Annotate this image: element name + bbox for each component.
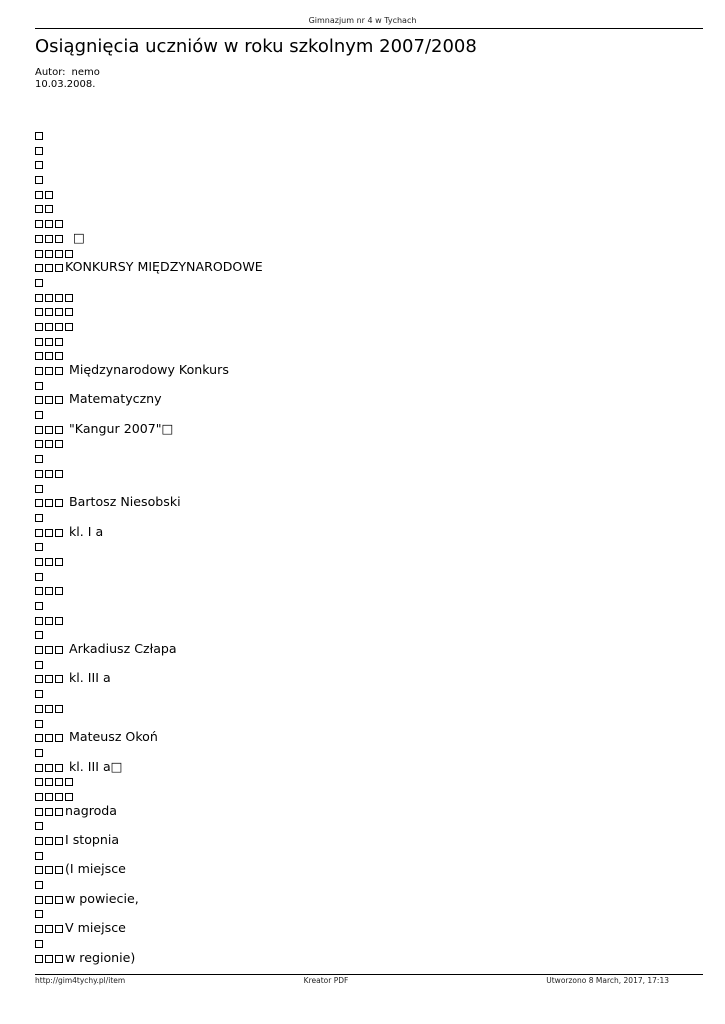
missing-glyph-box-icon [35, 837, 43, 845]
missing-glyph-box-icon [55, 764, 63, 772]
missing-glyph-box-icon [35, 440, 43, 448]
body-line [35, 539, 263, 554]
missing-glyph-box-icon [45, 264, 53, 272]
body-line [35, 686, 263, 701]
missing-glyph-box-icon [55, 675, 63, 683]
missing-glyph-box-icon [35, 367, 43, 375]
document-title: Osiągnięcia uczniów w roku szkolnym 2007/2008 [35, 36, 477, 57]
missing-glyph-box-icon [45, 705, 53, 713]
missing-glyph-box-icon [35, 294, 43, 302]
body-line [35, 789, 263, 804]
missing-glyph-box-icon [55, 705, 63, 713]
missing-glyph-box-icon [65, 793, 73, 801]
missing-glyph-box-icon [45, 778, 53, 786]
body-line [35, 363, 263, 378]
missing-glyph-box-icon [45, 426, 53, 434]
body-line [35, 774, 263, 789]
body-line [35, 804, 263, 819]
missing-glyph-box-icon [35, 690, 43, 698]
body-line [35, 627, 263, 642]
missing-glyph-box-icon [55, 220, 63, 228]
missing-glyph-box-icon [55, 499, 63, 507]
missing-glyph-box-icon [45, 587, 53, 595]
footer-created: Utworzono 8 March, 2017, 17:13 [546, 976, 669, 985]
missing-glyph-box-icon [55, 529, 63, 537]
body-line [35, 172, 263, 187]
body-line [35, 378, 263, 393]
missing-glyph-box-icon [35, 205, 43, 213]
body-line [35, 936, 263, 951]
body-line [35, 466, 263, 481]
missing-glyph-box-icon [45, 367, 53, 375]
missing-glyph-box-icon [55, 264, 63, 272]
missing-glyph-box-icon [35, 896, 43, 904]
missing-glyph-box-icon [65, 778, 73, 786]
body-line-text: V miejsce [65, 920, 126, 936]
body-line-text: w regionie) [65, 949, 136, 965]
body-line [35, 128, 263, 143]
missing-glyph-box-icon [45, 220, 53, 228]
missing-glyph-box-icon [35, 734, 43, 742]
missing-glyph-box-icon [45, 250, 53, 258]
missing-glyph-box-icon [35, 220, 43, 228]
missing-glyph-box-icon [65, 308, 73, 316]
missing-glyph-box-icon [45, 499, 53, 507]
body-line [35, 525, 263, 540]
missing-glyph-box-icon [35, 808, 43, 816]
missing-glyph-box-icon [35, 250, 43, 258]
missing-glyph-box-icon [35, 470, 43, 478]
body-line [35, 392, 263, 407]
missing-glyph-box-icon [35, 602, 43, 610]
missing-glyph-box-icon [35, 191, 43, 199]
missing-glyph-box-icon [35, 617, 43, 625]
body-line [35, 671, 263, 686]
missing-glyph-box-icon [45, 308, 53, 316]
missing-glyph-box-icon [35, 778, 43, 786]
author-row [35, 67, 100, 79]
missing-glyph-box-icon [45, 837, 53, 845]
body-line [35, 451, 263, 466]
missing-glyph-box-icon [45, 440, 53, 448]
missing-glyph-box-icon [35, 411, 43, 419]
body-line [35, 745, 263, 760]
body-line-text: KONKURSY MIĘDZYNARODOWE [65, 259, 263, 275]
body-line [35, 833, 263, 848]
missing-glyph-box-icon [35, 852, 43, 860]
body-line [35, 598, 263, 613]
missing-glyph-box-icon [35, 955, 43, 963]
body-line [35, 407, 263, 422]
body-line [35, 481, 263, 496]
missing-glyph-box-icon [35, 176, 43, 184]
author-label: Autor: [35, 67, 66, 78]
missing-glyph-box-icon [45, 808, 53, 816]
body-line [35, 231, 263, 246]
missing-glyph-box-icon [35, 558, 43, 566]
body-line-text: kl. III a□ [65, 758, 123, 774]
missing-glyph-box-icon [35, 646, 43, 654]
document-meta [35, 67, 100, 91]
body-line-text: "Kangur 2007"□ [65, 420, 174, 436]
missing-glyph-box-icon [55, 426, 63, 434]
missing-glyph-box-icon [55, 308, 63, 316]
author-name: nemo [71, 67, 100, 78]
missing-glyph-box-icon [45, 352, 53, 360]
body-line [35, 906, 263, 921]
body-line [35, 613, 263, 628]
body-line [35, 951, 263, 966]
missing-glyph-box-icon [55, 294, 63, 302]
missing-glyph-box-icon [35, 793, 43, 801]
missing-glyph-box-icon [45, 191, 53, 199]
body-line [35, 848, 263, 863]
body-line-text: Arkadiusz Człapa [65, 641, 177, 657]
missing-glyph-box-icon [35, 514, 43, 522]
missing-glyph-box-icon [35, 910, 43, 918]
missing-glyph-box-icon [35, 822, 43, 830]
missing-glyph-box-icon [35, 455, 43, 463]
missing-glyph-box-icon [35, 235, 43, 243]
body-line-text: □ [65, 229, 85, 245]
missing-glyph-box-icon [35, 866, 43, 874]
missing-glyph-box-icon [55, 323, 63, 331]
body-line [35, 422, 263, 437]
missing-glyph-box-icon [45, 470, 53, 478]
missing-glyph-box-icon [55, 778, 63, 786]
missing-glyph-box-icon [45, 646, 53, 654]
missing-glyph-box-icon [35, 529, 43, 537]
missing-glyph-box-icon [55, 837, 63, 845]
body-line-text: Matematyczny [65, 391, 162, 407]
missing-glyph-box-icon [45, 866, 53, 874]
missing-glyph-box-icon [35, 573, 43, 581]
missing-glyph-box-icon [45, 558, 53, 566]
footer-generator: Kreator PDF [303, 976, 349, 985]
missing-glyph-box-icon [35, 587, 43, 595]
body-line-text: Międzynarodowy Konkurs [65, 362, 229, 377]
missing-glyph-box-icon [65, 323, 73, 331]
missing-glyph-box-icon [35, 279, 43, 287]
missing-glyph-box-icon [55, 925, 63, 933]
missing-glyph-box-icon [45, 294, 53, 302]
missing-glyph-box-icon [65, 250, 73, 258]
body-line [35, 319, 263, 334]
missing-glyph-box-icon [35, 323, 43, 331]
missing-glyph-box-icon [55, 440, 63, 448]
missing-glyph-box-icon [35, 631, 43, 639]
body-line [35, 495, 263, 510]
missing-glyph-box-icon [55, 250, 63, 258]
body-line-text: kl. I a [65, 523, 104, 539]
missing-glyph-box-icon [55, 617, 63, 625]
body-line [35, 246, 263, 261]
missing-glyph-box-icon [35, 661, 43, 669]
missing-glyph-box-icon [45, 793, 53, 801]
missing-glyph-box-icon [55, 367, 63, 375]
body-line [35, 304, 263, 319]
missing-glyph-box-icon [55, 352, 63, 360]
body-line [35, 201, 263, 216]
document-body [35, 128, 263, 965]
body-line [35, 818, 263, 833]
body-line-text: Mateusz Okoń [65, 729, 158, 745]
body-line-text: I stopnia [65, 832, 120, 847]
body-line [35, 290, 263, 305]
body-line [35, 569, 263, 584]
body-line [35, 701, 263, 716]
missing-glyph-box-icon [45, 925, 53, 933]
missing-glyph-box-icon [55, 396, 63, 404]
missing-glyph-box-icon [45, 955, 53, 963]
header-site-name: Gimnazjum nr 4 w Tychach [308, 16, 417, 25]
body-line [35, 921, 263, 936]
missing-glyph-box-icon [55, 558, 63, 566]
missing-glyph-box-icon [45, 338, 53, 346]
missing-glyph-box-icon [35, 675, 43, 683]
missing-glyph-box-icon [35, 881, 43, 889]
missing-glyph-box-icon [35, 147, 43, 155]
body-line [35, 510, 263, 525]
body-line [35, 716, 263, 731]
missing-glyph-box-icon [35, 543, 43, 551]
footer-divider [35, 974, 703, 975]
missing-glyph-box-icon [35, 720, 43, 728]
body-line [35, 216, 263, 231]
missing-glyph-box-icon [55, 587, 63, 595]
missing-glyph-box-icon [35, 749, 43, 757]
missing-glyph-box-icon [35, 925, 43, 933]
missing-glyph-box-icon [45, 617, 53, 625]
body-line [35, 187, 263, 202]
missing-glyph-box-icon [35, 764, 43, 772]
missing-glyph-box-icon [45, 529, 53, 537]
missing-glyph-box-icon [35, 308, 43, 316]
body-line [35, 760, 263, 775]
missing-glyph-box-icon [55, 338, 63, 346]
body-line [35, 334, 263, 349]
missing-glyph-box-icon [45, 734, 53, 742]
header-divider [35, 28, 703, 29]
body-line-text: nagroda [65, 802, 118, 818]
body-line [35, 657, 263, 672]
missing-glyph-box-icon [35, 352, 43, 360]
missing-glyph-box-icon [35, 485, 43, 493]
body-line [35, 892, 263, 907]
document-date: 10.03.2008. [35, 79, 96, 90]
missing-glyph-box-icon [35, 396, 43, 404]
body-line [35, 554, 263, 569]
body-line [35, 862, 263, 877]
missing-glyph-box-icon [35, 382, 43, 390]
missing-glyph-box-icon [35, 426, 43, 434]
missing-glyph-box-icon [45, 205, 53, 213]
body-line [35, 877, 263, 892]
footer-url[interactable]: http://gim4tychy.pl/item [35, 976, 126, 985]
body-line [35, 157, 263, 172]
body-line-text: Bartosz Niesobski [65, 494, 181, 510]
missing-glyph-box-icon [35, 499, 43, 507]
body-line [35, 642, 263, 657]
missing-glyph-box-icon [55, 955, 63, 963]
body-line [35, 260, 263, 275]
missing-glyph-box-icon [55, 235, 63, 243]
body-line-text: kl. III a [65, 670, 111, 686]
body-line [35, 583, 263, 598]
missing-glyph-box-icon [55, 808, 63, 816]
missing-glyph-box-icon [55, 866, 63, 874]
missing-glyph-box-icon [55, 470, 63, 478]
missing-glyph-box-icon [35, 132, 43, 140]
missing-glyph-box-icon [35, 338, 43, 346]
missing-glyph-box-icon [45, 764, 53, 772]
missing-glyph-box-icon [45, 235, 53, 243]
missing-glyph-box-icon [55, 646, 63, 654]
missing-glyph-box-icon [55, 793, 63, 801]
missing-glyph-box-icon [35, 161, 43, 169]
missing-glyph-box-icon [35, 264, 43, 272]
body-line [35, 730, 263, 745]
missing-glyph-box-icon [55, 896, 63, 904]
body-line [35, 275, 263, 290]
body-line [35, 348, 263, 363]
missing-glyph-box-icon [35, 705, 43, 713]
missing-glyph-box-icon [45, 323, 53, 331]
missing-glyph-box-icon [45, 675, 53, 683]
body-line-text: (I miejsce [65, 861, 126, 877]
body-line [35, 143, 263, 158]
body-line [35, 436, 263, 451]
missing-glyph-box-icon [45, 396, 53, 404]
missing-glyph-box-icon [55, 734, 63, 742]
missing-glyph-box-icon [35, 940, 43, 948]
missing-glyph-box-icon [65, 294, 73, 302]
body-line-text: w powiecie, [65, 890, 139, 906]
missing-glyph-box-icon [45, 896, 53, 904]
